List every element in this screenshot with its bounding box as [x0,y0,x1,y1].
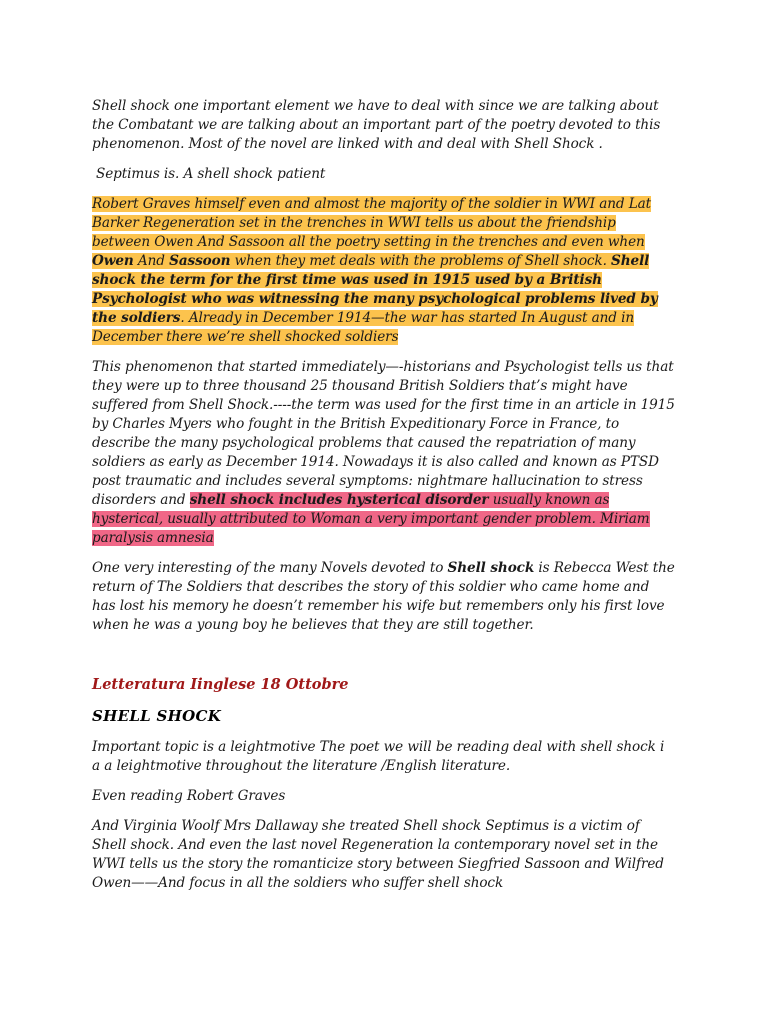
paragraph-graves-reading: Even reading Robert Graves [92,788,286,804]
paragraph-septimus: Septimus is. A shell shock patient [96,166,326,182]
highlight-pink: shell shock includes hysterical disorder usually known as hysterical, usually attributed to Woman a very important gender problem. Miriam paralysis amnesia [92,492,650,546]
paragraph-phenomenon: This phenomenon that started immediately—-historians and Psychologist tells us that they were up to three thousand 25 thousand British Soldiers that’s might have suffered from Shell Shock.----the term was used for the first time in an article in 1915 by Charles Myers who fought in the British Expeditionary Force in France, to describe the many psychological problems that caused the repatriation of many soldiers as early as December 1914. Nowadays it is also called and known as PTSD post traumatic and includes several symptoms: nightmare hallucination to stress disorders and shell shock includes hysterical disorder usually known as hysterical, usually attributed to Woman a very important gender problem. Miriam paralysis amnesia [92,359,675,546]
paragraph-graves [92,195,676,347]
section-heading-topic: SHELL SHOCK [92,707,222,725]
section-heading-date: Letteratura Iinglese 18 Ottobre [92,676,349,693]
paragraph-novels: One very interesting of the many Novels devoted to Shell shock is Rebecca West the return of The Soldiers that describes the story of this soldier who came home and has lost his memory he doesn’t remember his wife but remembers only his first love when he was a young boy he believes that they are still together. [92,560,675,633]
highlight-yellow: Robert Graves himself even and almost the majority of the soldier in WWI and Lat Barker Regeneration set in the trenches in WWI tells us about the friendship between Owen And Sassoon all the poetry setting in the trenches and even when Owen And Sassoon when they met deals with the problems of Shell shock. Shell shock the term for the first time was used in 1915 used by a British Psychologist who was witnessing the many psychological problems lived by the soldiers. Already in December 1914—the war has started In August and in December there we’re shell shocked soldiers [92,196,658,345]
paragraph-leitmotif: Important topic is a leightmotive The poet we will be reading deal with shell shock i a a leightmotive throughout the literature /English literature. [92,739,665,774]
paragraph-intro: Shell shock one important element we have to deal with since we are talking about the Combatant we are talking about an important part of the poetry devoted to this phenomenon. Most of the novel are linked with and deal with Shell Shock . [92,98,661,152]
paragraph-woolf: And Virginia Woolf Mrs Dallaway she treated Shell shock Septimus is a victim of Shell shock. And even the last novel Regeneration la contemporary novel set in the WWI tells us the story the romanticize story between Siegfried Sassoon and Wilfred Owen——And focus in all the soldiers who suffer shell shock [92,818,664,891]
